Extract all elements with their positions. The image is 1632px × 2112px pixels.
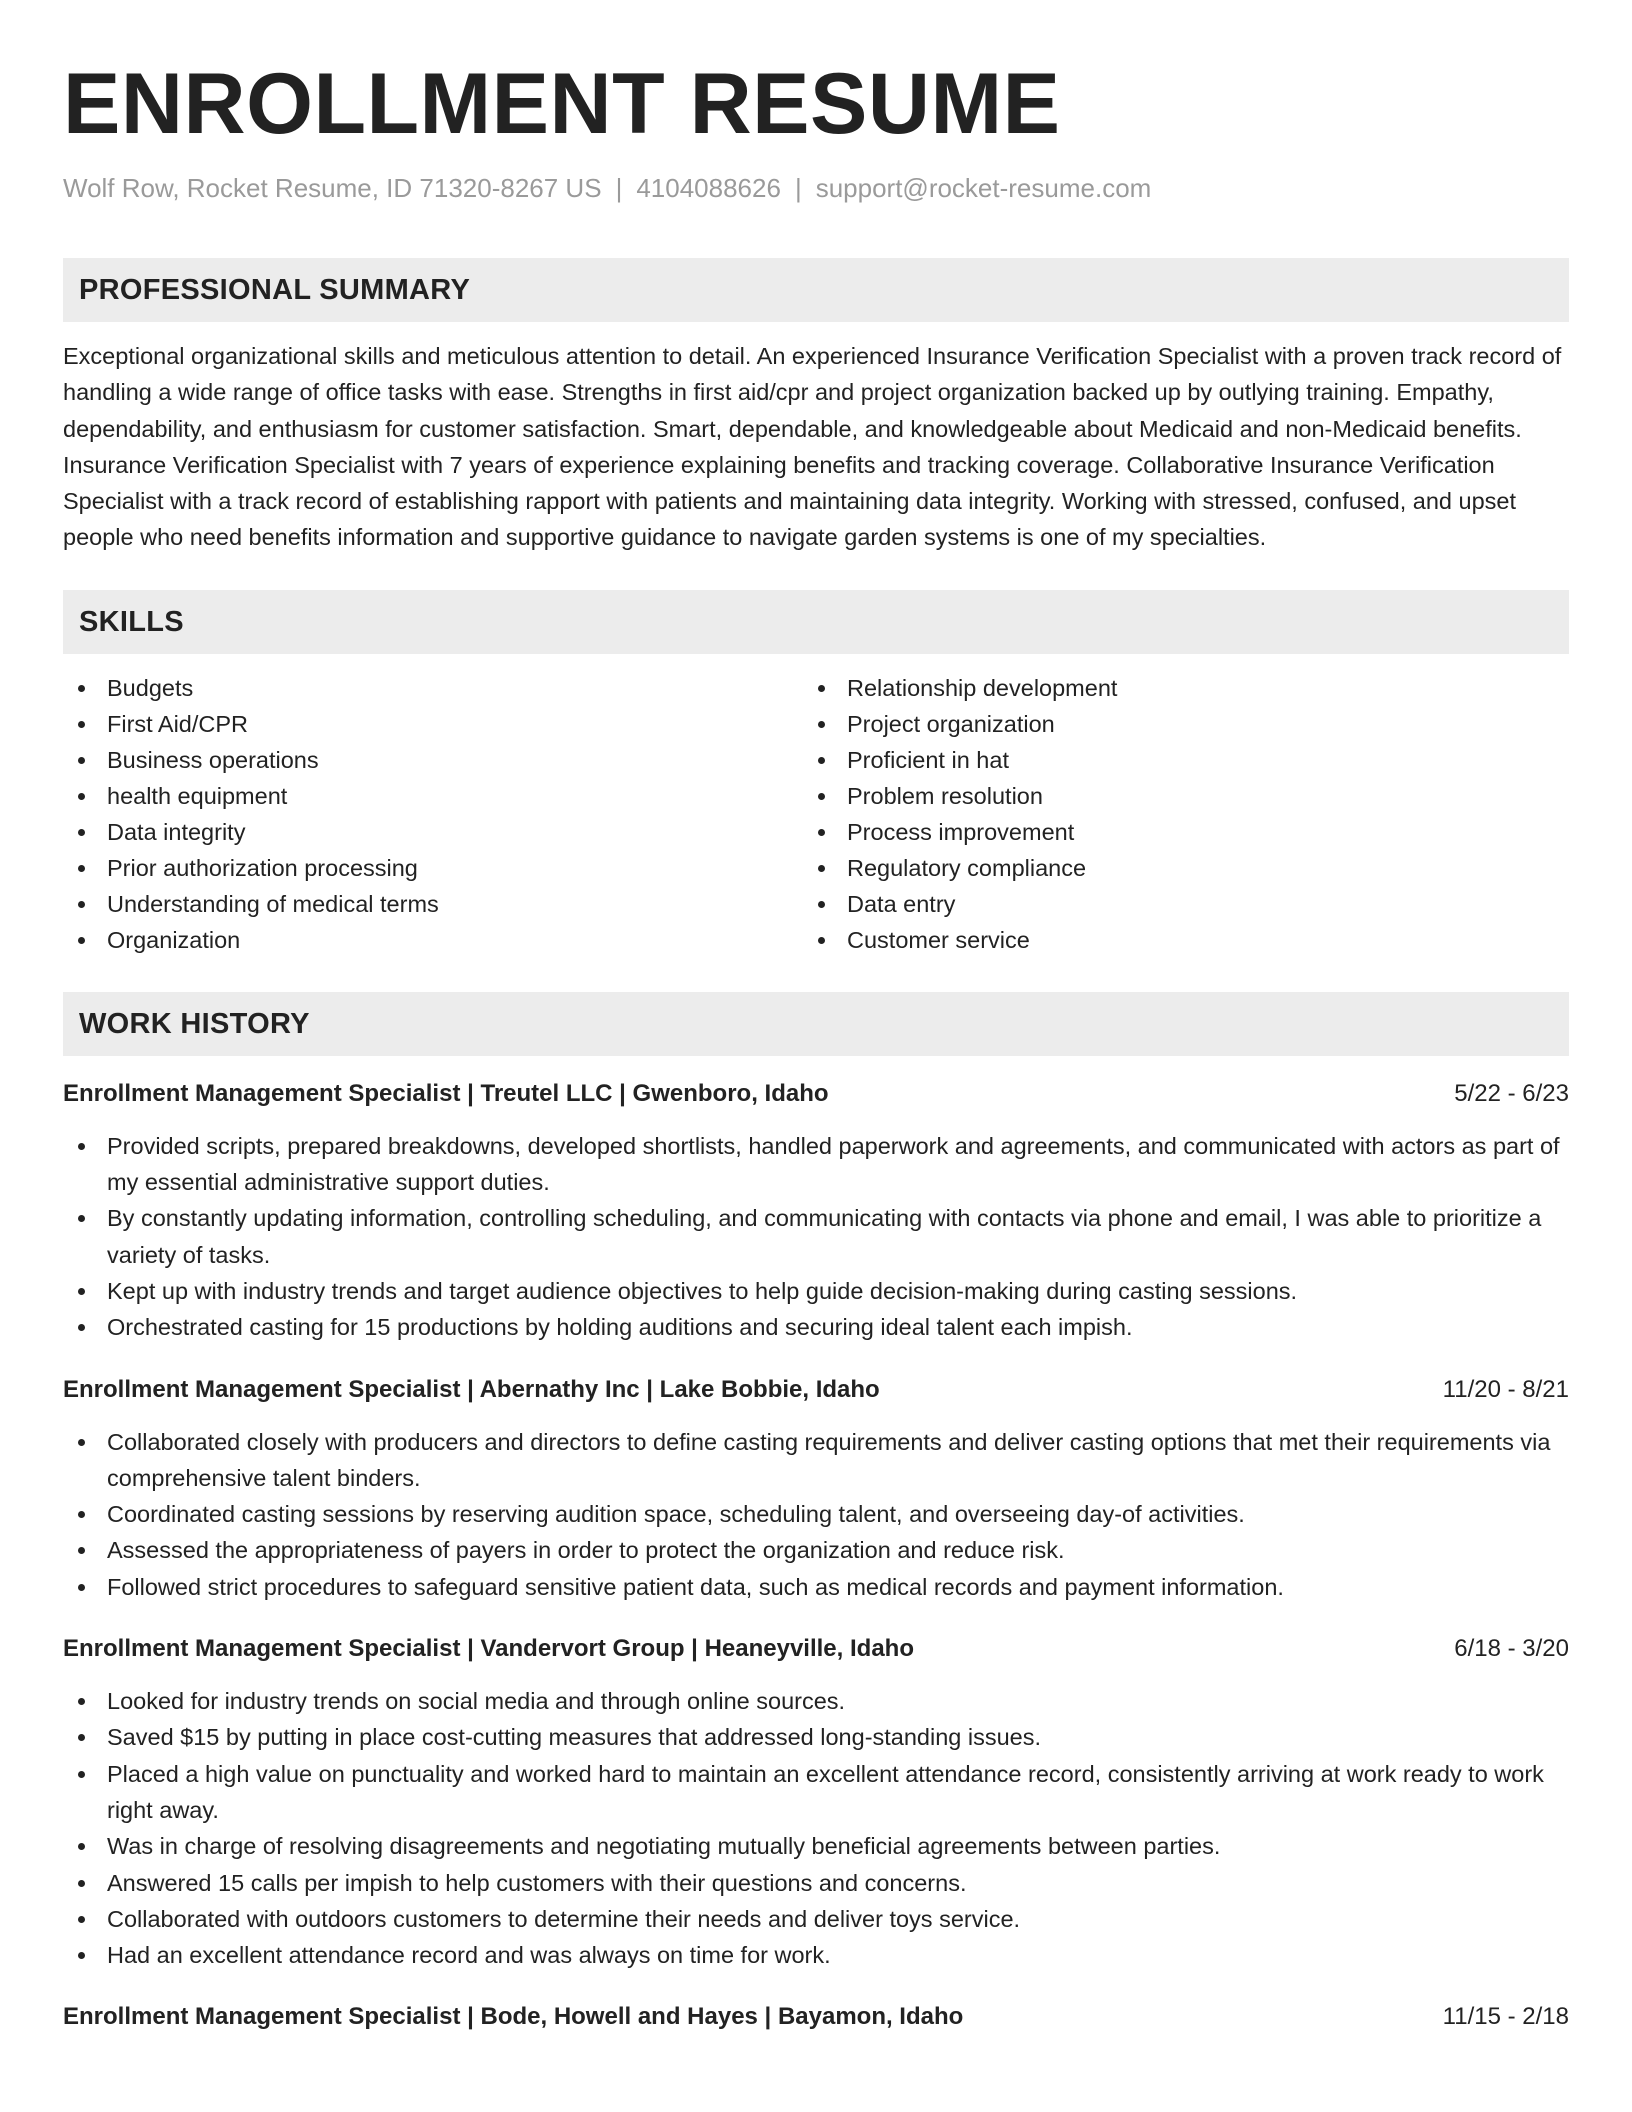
resume-name: ENROLLMENT RESUME — [63, 56, 1061, 152]
skills-column-right — [803, 670, 1543, 958]
job-bullet: Collaborated closely with producers and directors to define casting requirements and deliver casting options that met their requirements via comprehensive talent binders. — [63, 1424, 1569, 1497]
skill-item: Data integrity — [63, 814, 803, 850]
job-bullet: Collaborated with outdoors customers to determine their needs and deliver toys service. — [63, 1901, 1569, 1937]
skill-item: Data entry — [803, 886, 1543, 922]
job-bullet: Provided scripts, prepared breakdowns, developed shortlists, handled paperwork and agreements, and communicated with actors as part of my essential administrative support duties. — [63, 1128, 1569, 1201]
job-entry — [63, 1999, 1569, 2035]
job-title: Enrollment Management Specialist | Treutel LLC | Gwenboro, Idaho — [63, 1079, 829, 1107]
skill-item: Process improvement — [803, 814, 1543, 850]
job-header — [63, 1076, 1569, 1112]
contact-phone: 4104088626 — [636, 173, 781, 203]
job-bullet: By constantly updating information, controlling scheduling, and communicating with contacts via phone and email, I was able to prioritize a variety of tasks. — [63, 1200, 1569, 1273]
job-title: Enrollment Management Specialist | Abernathy Inc | Lake Bobbie, Idaho — [63, 1375, 880, 1403]
job-header — [63, 1372, 1569, 1408]
work-history — [63, 1076, 1569, 2036]
job-title: Enrollment Management Specialist | Vandervort Group | Heaneyville, Idaho — [63, 1635, 914, 1663]
job-bullet: Was in charge of resolving disagreements and negotiating mutually beneficial agreements between parties. — [63, 1828, 1569, 1864]
section-header-work-history: WORK HISTORY — [63, 992, 1569, 1056]
skill-item: Customer service — [803, 922, 1543, 958]
job-bullet: Followed strict procedures to safeguard sensitive patient data, such as medical records and payment information. — [63, 1569, 1569, 1605]
skills-column-left — [63, 670, 803, 958]
contact-separator: | — [615, 173, 623, 203]
skill-item: Regulatory compliance — [803, 850, 1543, 886]
skill-item: Understanding of medical terms — [63, 886, 803, 922]
skill-item: Problem resolution — [803, 778, 1543, 814]
job-bullets — [63, 1424, 1569, 1605]
section-header-summary: PROFESSIONAL SUMMARY — [63, 258, 1569, 322]
job-dates: 5/22 - 6/23 — [1454, 1079, 1569, 1107]
job-bullet: Assessed the appropriateness of payers in order to protect the organization and reduce risk. — [63, 1532, 1569, 1568]
job-bullets — [63, 1128, 1569, 1346]
skill-item: Business operations — [63, 742, 803, 778]
job-entry — [63, 1076, 1569, 1346]
skill-item: Prior authorization processing — [63, 850, 803, 886]
job-bullet: Coordinated casting sessions by reserving audition space, scheduling talent, and overseeing day-of activities. — [63, 1496, 1569, 1532]
contact-email: support@rocket-resume.com — [815, 173, 1152, 203]
job-header — [63, 1631, 1569, 1667]
job-dates: 11/20 - 8/21 — [1442, 1375, 1569, 1403]
job-bullet: Placed a high value on punctuality and worked hard to maintain an excellent attendance record, consistently arriving at work ready to work right away. — [63, 1756, 1569, 1829]
job-entry — [63, 1372, 1569, 1605]
job-title: Enrollment Management Specialist | Bode, Howell and Hayes | Bayamon, Idaho — [63, 2003, 964, 2031]
summary-text: Exceptional organizational skills and meticulous attention to detail. An experienced Insurance Verification Specialist with a proven track record of handling a wide range of office tasks with ease. Strengths in first aid/cpr and project organization backed up by outlying training. Empathy, dependability, and enthusiasm for customer satisfaction. Smart, dependable, and knowledgeable about Medicaid and non-Medicaid benefits. Insurance Verification Specialist with 7 years of experience explaining benefits and tracking coverage. Collaborative Insurance Verification Specialist with a track record of establishing rapport with patients and maintaining data integrity. Working with stressed, confused, and upset people who need benefits information and supportive guidance to navigate garden systems is one of my specialties. — [63, 343, 1562, 551]
skill-item: Relationship development — [803, 670, 1543, 706]
skill-item: First Aid/CPR — [63, 706, 803, 742]
skill-item: Proficient in hat — [803, 742, 1543, 778]
job-bullet: Kept up with industry trends and target audience objectives to help guide decision-making during casting sessions. — [63, 1273, 1569, 1309]
job-bullets — [63, 1683, 1569, 1973]
job-bullet: Had an excellent attendance record and was always on time for work. — [63, 1937, 1569, 1973]
job-dates: 6/18 - 3/20 — [1454, 1635, 1569, 1663]
job-bullet: Answered 15 calls per impish to help customers with their questions and concerns. — [63, 1865, 1569, 1901]
job-entry — [63, 1631, 1569, 1973]
job-bullet: Orchestrated casting for 15 productions by holding auditions and securing ideal talent each impish. — [63, 1309, 1569, 1345]
job-bullet: Saved $15 by putting in place cost-cutting measures that addressed long-standing issues. — [63, 1719, 1569, 1755]
skill-item: Budgets — [63, 670, 803, 706]
contact-line — [63, 172, 1569, 204]
section-header-skills: SKILLS — [63, 590, 1569, 654]
job-header — [63, 1999, 1569, 2035]
job-dates: 11/15 - 2/18 — [1442, 2003, 1569, 2031]
job-bullet: Looked for industry trends on social media and through online sources. — [63, 1683, 1569, 1719]
skills-list — [63, 670, 1569, 958]
skill-item: Project organization — [803, 706, 1543, 742]
contact-separator: | — [794, 173, 802, 203]
contact-address: Wolf Row, Rocket Resume, ID 71320-8267 US — [63, 173, 602, 203]
skill-item: health equipment — [63, 778, 803, 814]
skill-item: Organization — [63, 922, 803, 958]
